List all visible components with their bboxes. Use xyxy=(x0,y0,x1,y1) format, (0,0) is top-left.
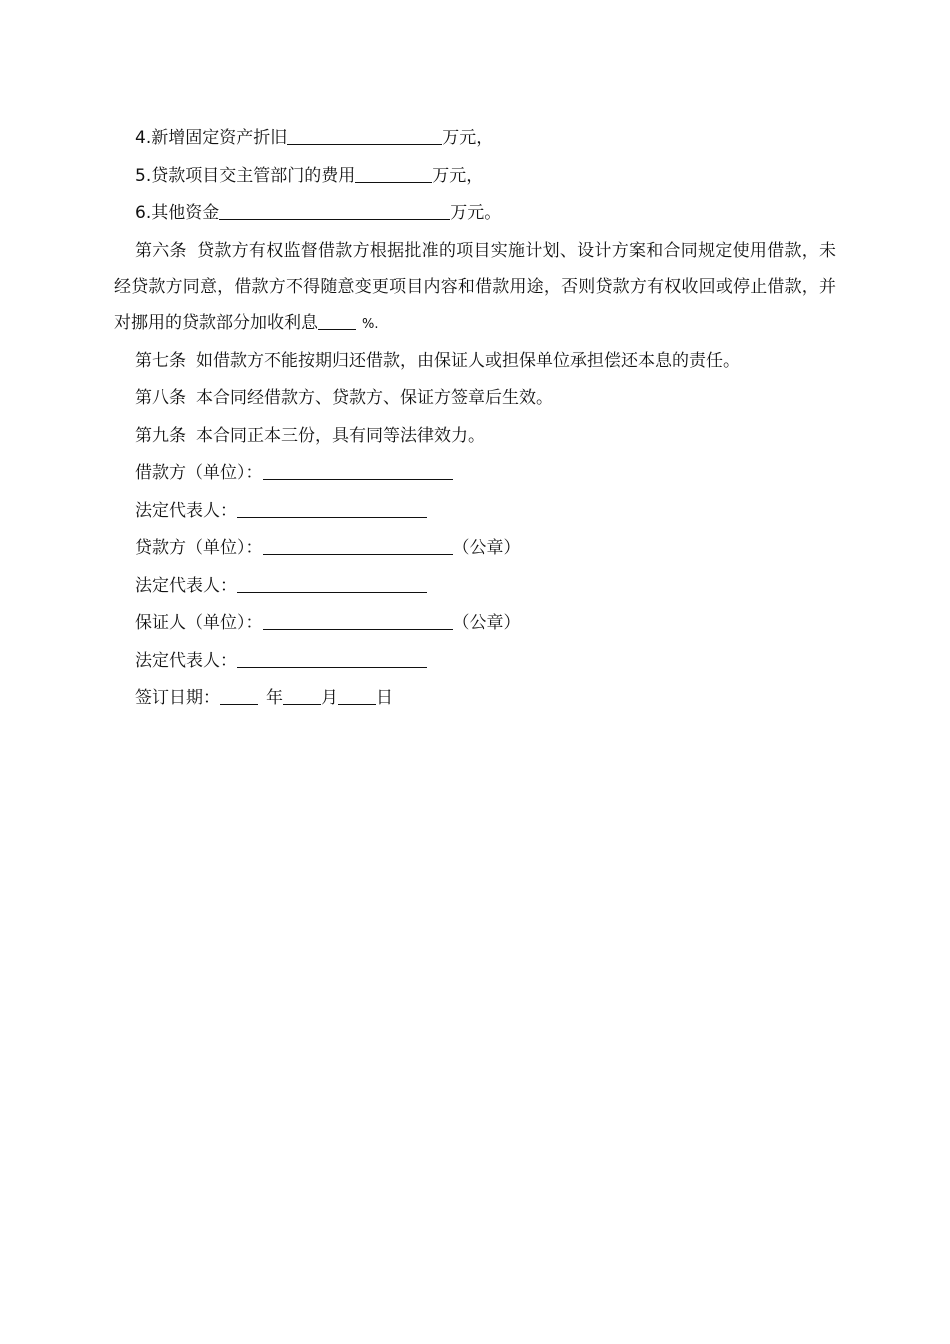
item-6-label: 6.其他资金 xyxy=(135,203,220,223)
article-7 xyxy=(114,343,836,381)
year-label: 年 xyxy=(266,688,283,708)
lender-seal: （公章） xyxy=(452,538,521,558)
item-6 xyxy=(114,195,836,233)
article-8-text: 本合同经借款方、贷款方、保证方签章后生效。 xyxy=(196,388,553,408)
article-6 xyxy=(114,233,836,343)
borrower-blank xyxy=(263,461,453,480)
lender-rep-signature xyxy=(114,568,836,606)
article-9-text: 本合同正本三份，具有同等法律效力。 xyxy=(196,425,485,446)
year-blank xyxy=(220,686,258,705)
item-5-blank xyxy=(355,164,432,183)
item-6-unit: 万元。 xyxy=(450,203,502,223)
article-8 xyxy=(114,380,836,418)
lender-signature xyxy=(114,530,836,568)
guarantor-signature xyxy=(114,605,836,643)
month-blank xyxy=(283,686,321,705)
article-6-text: 贷款方有权监督借款方根据批准的项目实施计划、设计方案和合同规定使用借款，未经贷款方同意，借款方不得随意变更项目内容和借款用途，否则贷款方有权收回或停止借款，并对挪用的贷款部分加收利息 xyxy=(114,240,837,333)
item-4-unit: 万元， xyxy=(442,128,494,148)
day-blank xyxy=(338,686,376,705)
contract-body xyxy=(114,120,836,718)
guarantor-rep-signature xyxy=(114,643,836,681)
article-7-text: 如借款方不能按期归还借款，由保证人或担保单位承担偿还本息的责任。 xyxy=(196,350,740,371)
article-9-heading: 第九条 xyxy=(135,425,186,446)
item-4-blank xyxy=(287,126,442,145)
lender-label: 贷款方（单位）： xyxy=(135,538,263,558)
borrower-rep-label: 法定代表人： xyxy=(135,500,237,521)
article-7-heading: 第七条 xyxy=(135,350,186,371)
item-4 xyxy=(114,120,836,158)
borrower-rep-blank xyxy=(237,499,427,518)
lender-rep-blank xyxy=(237,574,427,593)
item-5-label: 5.贷款项目交主管部门的费用 xyxy=(135,165,356,186)
article-8-heading: 第八条 xyxy=(135,388,186,408)
guarantor-label: 保证人（单位）： xyxy=(135,613,263,633)
item-4-label: 4.新增固定资产折旧 xyxy=(135,128,288,148)
day-label: 日 xyxy=(376,688,393,708)
item-6-blank xyxy=(219,201,450,220)
lender-rep-label: 法定代表人： xyxy=(135,575,237,596)
guarantor-seal: （公章） xyxy=(452,613,521,633)
guarantor-rep-label: 法定代表人： xyxy=(135,650,237,671)
item-5-unit: 万元， xyxy=(432,165,484,186)
article-6-blank xyxy=(318,311,356,330)
signing-date xyxy=(114,680,836,718)
article-9 xyxy=(114,418,836,456)
article-6-heading: 第六条 xyxy=(135,240,187,261)
guarantor-blank xyxy=(263,611,453,630)
article-6-suffix: %. xyxy=(362,316,379,332)
item-5 xyxy=(114,158,836,196)
borrower-rep-signature xyxy=(114,493,836,531)
lender-blank xyxy=(263,536,453,555)
borrower-signature xyxy=(114,455,836,493)
borrower-label: 借款方（单位）： xyxy=(135,463,263,483)
month-label: 月 xyxy=(321,688,338,708)
guarantor-rep-blank xyxy=(237,649,427,668)
date-label: 签订日期： xyxy=(135,688,220,708)
